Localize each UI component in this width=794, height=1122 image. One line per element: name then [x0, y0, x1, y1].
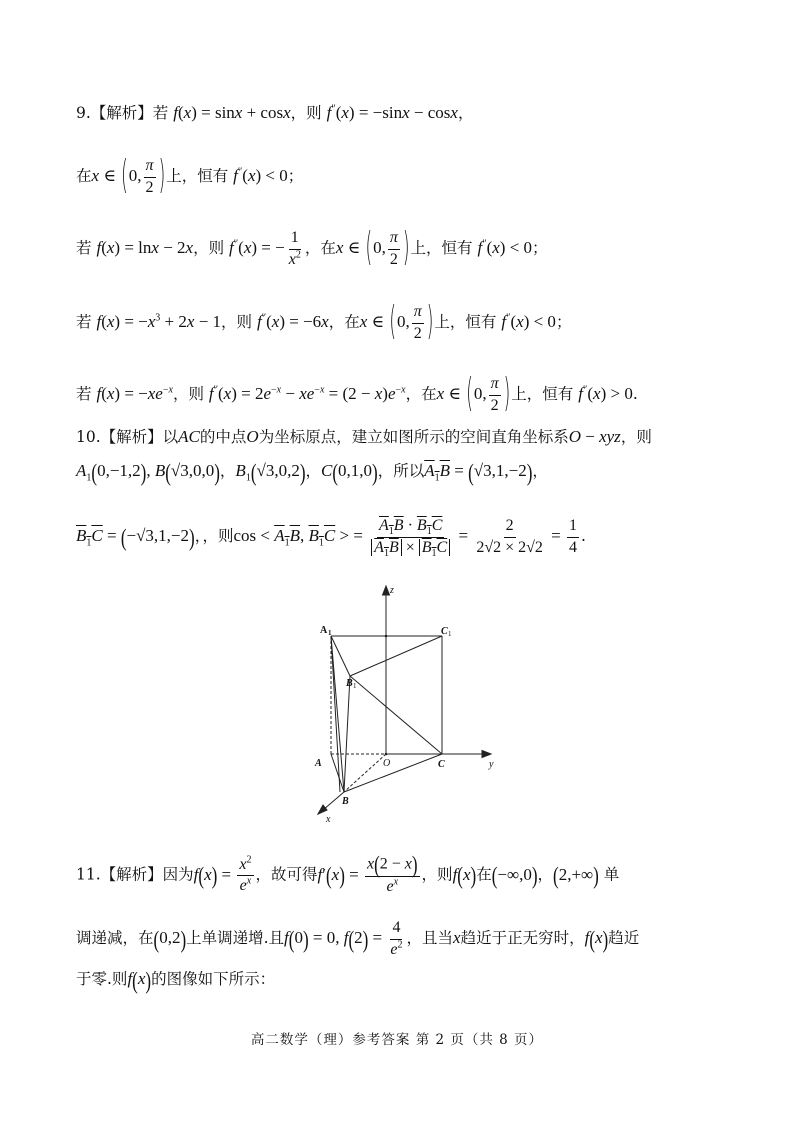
formula: f′′(x) < 0 [233, 166, 288, 186]
q10-text: ，则 [202, 527, 234, 546]
q11-text: 上单调递增.且 [186, 929, 285, 948]
q11-tag: 11.【解析】 [76, 865, 163, 884]
edge-B1C [350, 676, 442, 754]
q9-text: 若 [76, 385, 92, 404]
label-B1-sub: 1 [353, 682, 357, 690]
q9-tag: 9.【解析】 [76, 104, 153, 122]
q9-text: 若 [152, 104, 169, 122]
formula: $A_1B = (√3,1,-2)$ [424, 458, 533, 486]
q9-text: ，在 [405, 385, 437, 404]
q10-line-3: $B_1C = (-√3,1,-2)$，，则$\cos < A_1B$, $B_1C$ > = $\frac{A_1B \cdot B_1C}{A_1B \times B_1C}$ = $\frac{2}{2√2 \times 2√2}$ = $\frac{1}{4}$ . [76, 517, 586, 559]
label-B: B [342, 796, 349, 807]
page-footer: 高二数学（理）参考答案 第 2 页（共 8 页） [250, 1032, 544, 1048]
q9-text: ，在 [328, 313, 360, 332]
formula: $B_1(√3,0,2)$ [235, 458, 306, 486]
q9-text: ，则 [221, 313, 253, 332]
q9-text: ，则 [290, 104, 322, 122]
y-axis-arrow [482, 751, 491, 758]
formula: f(x) = sinx + cosx [173, 103, 291, 122]
q9-text: 在 [76, 167, 92, 186]
formula: x ∈ (0, $\frac{\pi}{2}$ ) [436, 371, 511, 418]
q11-text: 因为 [162, 865, 194, 884]
q10-text: ，则 [620, 428, 652, 446]
q9-line-4 [76, 299, 572, 346]
q11-text: 调递减，在 [76, 929, 154, 948]
formula: O [246, 427, 259, 446]
prism-figure [290, 578, 510, 826]
x-axis [323, 792, 344, 810]
q10-text: 以 [162, 428, 179, 446]
label-C: C [438, 759, 445, 770]
q11-line-2 [76, 920, 639, 959]
formula: f(x) = $\frac{x^2}{e^x}$ [193, 854, 252, 895]
formula: $B_1C = (-√3,1,-2)$ [76, 523, 195, 552]
punct: ； [287, 167, 304, 186]
q10-tag: 10.【解析】 [76, 428, 163, 446]
formula: $f''(x) = 2e^{-x} - xe^{-x} = (2 - x)e^{-x}$ [208, 384, 406, 404]
formula: f(x) [127, 966, 152, 994]
q11-text: 单 [603, 865, 620, 884]
q11-line-1: 11.【解析】因为f(x) = $\frac{x^2}{e^x}$ ，故可得f′(x) = $\frac{x(2 - x)}{e^x}$ ，则f(x)在(−∞,0)，(2,+∞) 单 [76, 850, 620, 895]
formula: AC [178, 427, 200, 446]
q10-text: 的中点 [199, 428, 247, 446]
formula: (2,+∞) [553, 862, 599, 890]
z-axis-arrow [383, 586, 390, 595]
comma: ， [457, 104, 474, 122]
q10-line-1 [76, 428, 652, 446]
formula: f′′(x) = − $\frac{1}{x^2}$ [229, 229, 301, 268]
edge-B1C1 [350, 636, 442, 676]
q11-text: 的图像如下所示： [151, 970, 276, 988]
formula: x ∈ (0, $\frac{\pi}{2}$ ) [335, 225, 410, 272]
q11-text: 在 [476, 865, 492, 884]
formula: C(0,1,0) [321, 458, 378, 486]
q11-text: 于零.则 [76, 970, 128, 988]
formula: f′(x) = $\frac{x(2 - x)}{e^x}$ [317, 850, 418, 895]
formula: f′′(x) < 0 [501, 312, 556, 332]
q11-text: ，且当 [406, 929, 454, 948]
formula: f(x) [452, 862, 477, 890]
label-y: y [489, 759, 494, 770]
label-A1: A [320, 625, 328, 636]
q9-text: 若 [76, 239, 92, 258]
formula: f′′(x) > 0 [578, 384, 633, 404]
punct: . [632, 385, 638, 404]
q11-line-3 [76, 966, 276, 994]
q10-line-2: $A_1(0,-1,2)$, B(√3,0,0)，$B_1(√3,0,2)$，C(0,1,0)，所以$A_1B = (√3,1,-2)$， [76, 458, 548, 486]
label-C1: C [441, 626, 448, 637]
formula: f′′(x) = −6x [256, 312, 329, 332]
q9-text: 上，恒有 [166, 167, 229, 186]
q9-line-3 [76, 225, 548, 272]
x-axis-arrow [318, 805, 327, 814]
formula: f(x) = lnx − 2x [96, 238, 194, 258]
formula: x ∈ (0, $\frac{\pi}{2}$ ) [359, 299, 434, 346]
q11-text: 趋近 [608, 929, 640, 948]
point-O [385, 635, 388, 638]
edge-BC [344, 754, 442, 792]
q9-text: 上，恒有 [511, 385, 574, 404]
q9-line-2 [76, 153, 304, 200]
punct: ； [532, 239, 548, 258]
label-B1: B [346, 678, 353, 689]
q9-text: 上，恒有 [434, 313, 497, 332]
formula: f′′(x) = −sinx − cosx [326, 103, 458, 122]
formula: (−∞,0) [491, 862, 538, 890]
q9-line-5 [76, 371, 638, 418]
label-O: O [383, 758, 391, 769]
formula: x ∈ (0, $\frac{\pi}{2}$ ) [91, 153, 166, 200]
q9-text: 上，恒有 [410, 239, 473, 258]
label-C1-sub: 1 [448, 630, 452, 638]
edge-B1B [344, 676, 350, 792]
q9-text: 若 [76, 313, 92, 332]
punct: ； [555, 313, 572, 332]
formula: $f(x) = -xe^{-x}$ [96, 384, 173, 404]
formula: $\cos < A_1B$, $B_1C$ > = $\frac{A_1B \cdot B_1C}{A_1B \times B_1C}$ = $\frac{2}{2√2 \times 2√2}$ = $\frac{1}{4}$ [233, 517, 577, 559]
formula: $f(x) = -x^3 + 2x - 1$ [96, 312, 222, 332]
formula: (0,2) [153, 925, 187, 954]
q11-text: 趋近于正无穷时， [460, 929, 585, 948]
formula: f(0) = 0, f(2) = $\frac{4}{e^2}$ [284, 919, 403, 958]
dashed-O-B [344, 754, 386, 792]
label-A: A [315, 758, 322, 769]
formula: O − xyz [568, 427, 621, 446]
label-A1-sub: 1 [328, 629, 332, 637]
q10-text: 为坐标原点，建立如图所示的空间直角坐标系 [258, 428, 569, 446]
point-origin [385, 753, 388, 756]
formula: x [453, 928, 461, 948]
q9-text: ，在 [304, 239, 336, 258]
formula: $A_1(0,-1,2)$, B(√3,0,0) [76, 458, 220, 486]
q11-text: ，则 [421, 865, 453, 884]
formula: f(x) [584, 925, 609, 954]
label-x: x [326, 814, 331, 825]
formula: f′′(x) < 0 [477, 238, 533, 258]
q11-text: ，故可得 [255, 865, 318, 884]
q9-line-1 [76, 104, 473, 122]
q10-text: 所以 [393, 462, 425, 480]
q9-text: ，则 [193, 239, 225, 258]
label-z: z [390, 585, 394, 596]
q9-text: ，则 [172, 385, 204, 404]
